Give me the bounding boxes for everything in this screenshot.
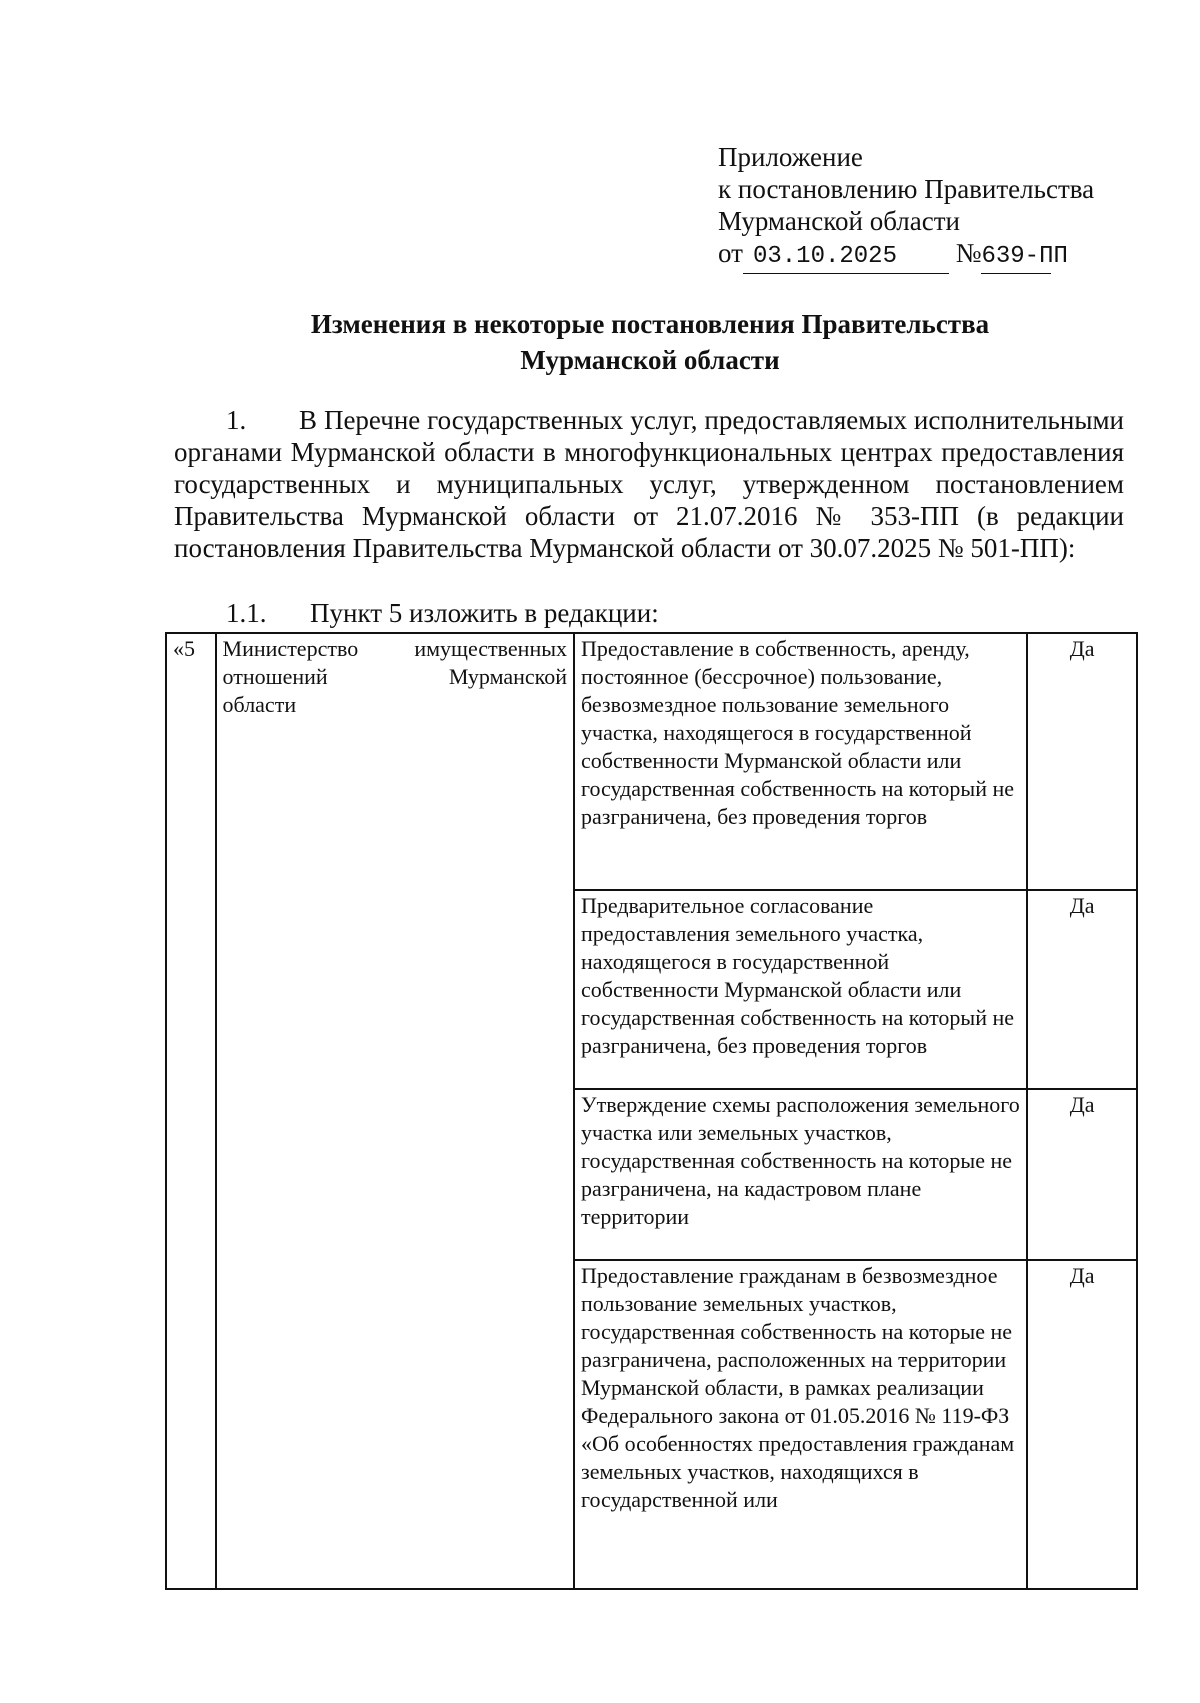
resolution-number: 639-ПП: [981, 241, 1051, 274]
table-row: [166, 633, 1137, 890]
row-number-cell: «5: [166, 633, 216, 1589]
title-line-1: Изменения в некоторые постановления Правительства: [310, 309, 990, 339]
number-prefix: №: [955, 238, 982, 268]
document-title: [170, 306, 1130, 378]
service-flag-cell: Да: [1027, 1260, 1137, 1589]
appendix-header: [718, 141, 1158, 274]
service-flag-cell: Да: [1027, 890, 1137, 1089]
subparagraph-number: 1.1.: [226, 598, 267, 628]
title-line-2: Мурманской области: [520, 345, 780, 375]
service-cell: Утверждение схемы расположения земельного участка или земельных участков, государственная собственность на которые не разграничена, на кадастровом плане территории: [574, 1089, 1027, 1260]
service-cell: Предоставление гражданам в безвозмездное пользование земельных участков, государственная собственность на которые не разграничена, расположенных на территории Мурманской области, в рамках реализации Федерального закона от 01.05.2016 № 119-ФЗ «Об особенностях предоставления гражданам земельных участков, находящихся в государственной или: [574, 1260, 1027, 1589]
service-cell: Предоставление в собственность, аренду, постоянное (бессрочное) пользование, безвозмездное пользование земельного участка, находящегося в государственной собственности Мурманской области или государственная собственность на который не разграничена, без проведения торгов: [574, 633, 1027, 890]
appendix-reference: к постановлению Правительства: [718, 174, 1095, 204]
appendix-region: Мурманской области: [718, 206, 960, 236]
organ-cell: [216, 633, 574, 1589]
paragraph-1-number: 1.: [226, 405, 247, 435]
paragraph-1-text: В Перечне государственных услуг, предоставляемых исполнительными органами Мурманской области в многофункциональных центрах предоставления государственных и муниципальных услуг, утвержденном постановлением Правительства Мурманской области от 21.07.2016 № 353-ПП (в редакции постановления Правительства Мурманской области от 30.07.2025 № 501-ПП):: [174, 405, 1124, 563]
organ-line: отношений Мурманской: [222, 664, 567, 689]
organ-line: области: [222, 692, 297, 717]
subparagraph-1-1: [226, 597, 926, 629]
service-flag-cell: Да: [1027, 1089, 1137, 1260]
service-cell: Предварительное согласование предоставления земельного участка, находящегося в государственной собственности Мурманской области или государственная собственность на который не разграничена, без проведения торгов: [574, 890, 1027, 1089]
subparagraph-text: Пункт 5 изложить в редакции:: [310, 598, 659, 628]
appendix-date-number-line: [718, 237, 1158, 274]
appendix-label: Приложение: [718, 142, 863, 172]
paragraph-1: [174, 404, 1124, 564]
date-prefix: от: [718, 238, 743, 268]
service-flag-cell: Да: [1027, 633, 1137, 890]
organ-line: Министерство имущественных: [222, 636, 567, 661]
resolution-date: 03.10.2025: [743, 241, 949, 274]
services-table: [165, 632, 1138, 1590]
